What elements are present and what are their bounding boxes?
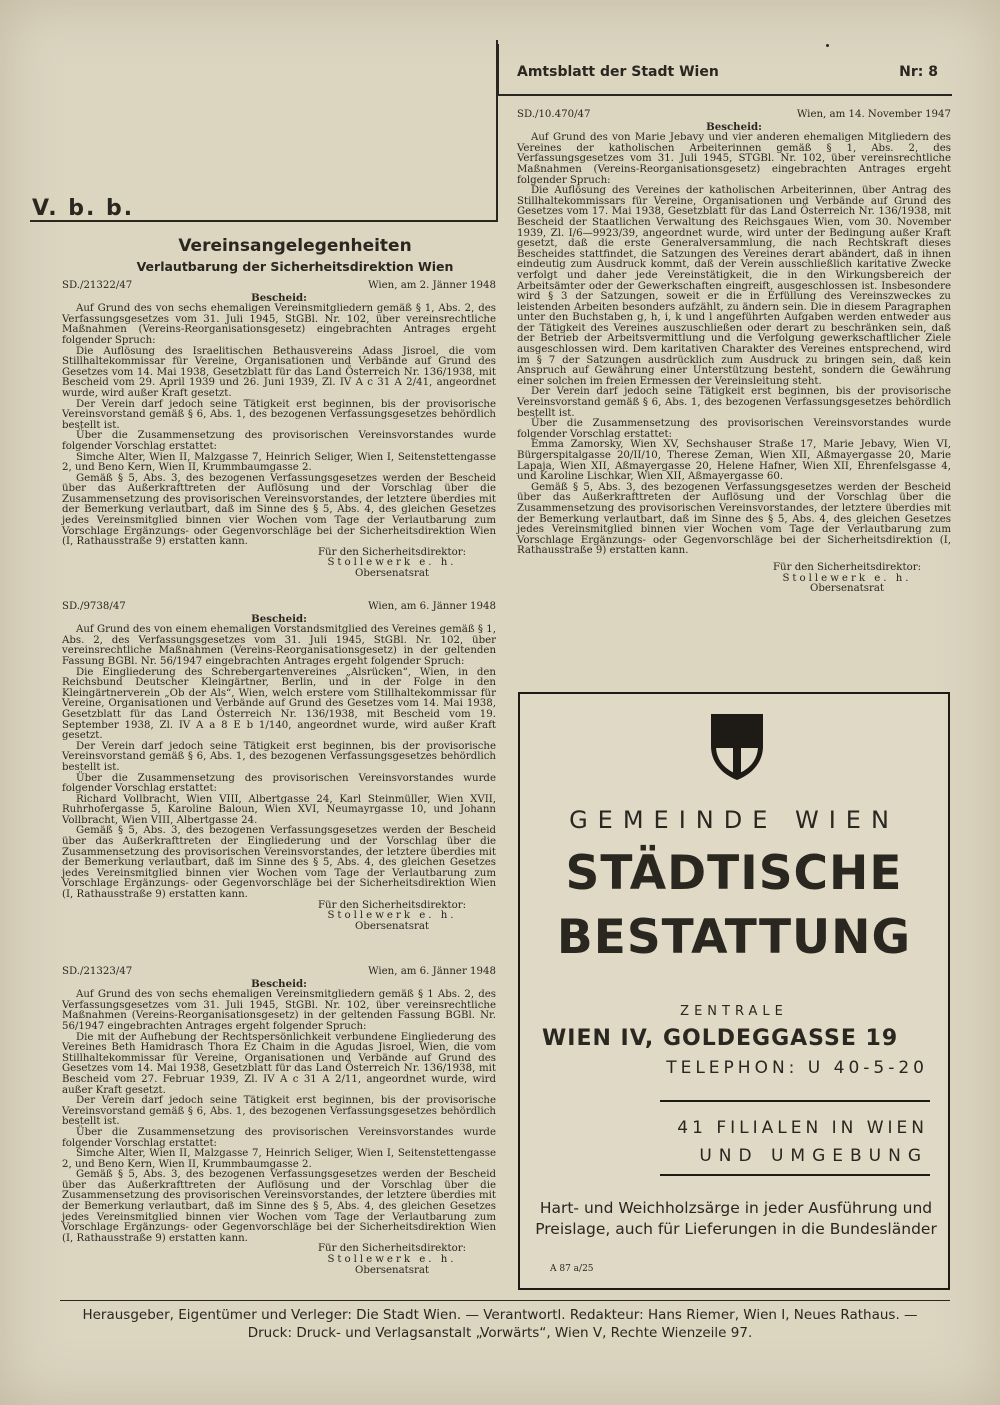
ad-divider <box>660 1174 930 1176</box>
ad-code: A 87 a/25 <box>550 1264 594 1274</box>
notice-ref: SD./21323/47 <box>62 966 133 977</box>
notice-date: Wien, am 14. November 1947 <box>796 109 951 120</box>
notice-paragraph: Die Auflösung des Vereines der katholischen Arbeiterinnen, über Antrag des Stillhaltekommissars für Vereine, Organisationen und Verbände auf Grund des Gesetzes vom 17. Mai 1938, Gesetzblatt für das Land Österreich Nr. 136/1938, mit Bescheid der Staatlichen Verwaltung des Reichsgaues Wien, vom 30. November 1939, Zl. I/6—9923/39, angeordnet wurde, wird unter der Bedingung außer Kraft gesetzt, daß die erste Generalversammlung, die nach Rechtskraft dieses Bescheides stattfindet, die Satzungen des Vereines derart abändert, daß in ihnen eindeutig zum Ausdruck kommt, daß der Verein ausschließlich karitative Zwecke verfolgt und daher jede Vereinstätigkeit, die in den Wirkungsbereich der Arbeitsämter oder der Gewerkschaften eingreift, ausgeschlossen ist. Insbesondere wird § 3 der Satzungen, soweit er die in Erfüllung des Vereinszweckes zu leistenden Arbeiten besonders aufzählt, zu ändern sein. Die in diesem Paragraphen unter den Buchstaben g, h, i, k und l angeführten Aufgaben werden entweder aus der Tätigkeit des Vereines auszuschließen oder derart zu beschränken sein, daß der Betrieb der Arbeitsvermittlung und die Verfolgung gewerkschaftlicher Ziele ausgeschlossen wird. Dem karitativen Charakter des Vereines entsprechend, wird im § 7 der Satzungen ausdrücklich zum Ausdruck zu bringen sein, daß kein Anspruch auf Gewährung einer Unterstützung besteht, sondern die Gewährung einer solchen im freien Ermessen der Vereinsleitung steht. <box>517 185 951 387</box>
signature-block <box>292 548 492 580</box>
signature-for: Für den Sicherheitsdirektor: <box>772 561 922 573</box>
notice-paragraph: Auf Grund des von sechs ehemaligen Vereinsmitgliedern gemäß § 1, Abs. 2, des Verfassungsgesetzes vom 31. Juli 1945, StGBl. Nr. 102, über vereinsrechtliche Maßnahmen (Vereins-Reorganisationsgesetz) eingebrachten Antrages ergeht folgender Spruch: <box>62 303 496 346</box>
notice-paragraph: Über die Zusammensetzung des provisorischen Vereinsvorstandes wurde folgender Vorschlag erstattet: <box>62 772 496 795</box>
notice-heading: Bescheid: <box>251 977 307 990</box>
ad-divider <box>660 1100 930 1102</box>
notice-paragraph: Emma Zamorsky, Wien XV, Sechshauser Straße 17, Marie Jebavy, Wien VI, Bürgerspitalgasse 20/II/10, Therese Zeman, Wien XII, Aßmayergasse 20, Marie Lapaja, Wien XII, Aßmayergasse 20, Helene Hafner, Wien XII, Ehrenfelsgasse 4, und Karoline Lischkar, Wien XII, Aßmayergasse 60. <box>517 439 951 483</box>
signature-block <box>292 1244 492 1276</box>
ink-dot <box>826 44 829 47</box>
ad-telephone: TELEPHON: U 40-5-20 <box>666 1058 928 1078</box>
signature-title: Obersenatsrat <box>354 920 430 932</box>
notice-paragraph: Der Verein darf jedoch seine Tätigkeit erst beginnen, bis der provisorische Vereinsvorstand gemäß § 6, Abs. 1, des bezogenen Verfassungsgesetzes behördlich bestellt ist. <box>62 740 496 773</box>
ad-branches-2: UND UMGEBUNG <box>699 1146 928 1166</box>
notice-heading: Bescheid: <box>251 291 307 304</box>
signature-name: Stollewerk e. h. <box>327 910 457 922</box>
ad-address: WIEN IV, GOLDEGGASSE 19 <box>542 1026 899 1051</box>
notice-paragraph: Gemäß § 5, Abs. 3, des bezogenen Verfassungsgesetzes werden der Bescheid über das Außerkrafttreten der Auflösung und der Vorschlag über die Zusammensetzung des provisorischen Vereinsvorstandes, der letztere überdies mit der Bemerkung verlautbart, daß im Sinne des § 5, Abs. 4, des gleichen Gesetzes jedes Vereinsmitglied binnen vier Wochen vom Tage der Verlautbarung zum Vorschlage Ergänzungs- oder Gegenvorschläge bei der Sicherheitsdirektion Wien (I, Rathausstraße 9) erstatten kann. <box>62 1169 496 1244</box>
notice-3 <box>62 967 496 1276</box>
notice-paragraph: Die Auflösung des Israelitischen Bethausvereins Adass Jisroel, die vom Stillhaltekommissar für Vereine, Organisationen und Verbände auf Grund des Gesetzes vom 14. Mai 1938, Gesetzblatt für das Land Österreich Nr. 136/1938, mit Bescheid vom 29. April 1939 und 26. Juni 1939, Zl. IV A c 31 A 2/41, angeordnet wurde, wird außer Kraft gesetzt. <box>62 345 496 399</box>
signature-for: Für den Sicherheitsdirektor: <box>317 1243 467 1255</box>
notice-1 <box>62 281 496 580</box>
notice-heading: Bescheid: <box>706 120 762 133</box>
notice-paragraph: Gemäß § 5, Abs. 3, des bezogenen Verfassungsgesetzes werden der Bescheid über das Außerkrafttreten der Auflösung und der Vorschlag über die Zusammensetzung des provisorischen Vereinsvorstandes, der letztere überdies mit der Bemerkung verlautbart, daß im Sinne des § 5, Abs. 4, des gleichen Gesetzes jedes Vereinsmitglied binnen vier Wochen vom Tage der Verlautbarung zum Vorschlage Ergänzungs- oder Gegenvorschläge bei der Sicherheitsdirektion Wien (I, Rathausstraße 9) erstatten kann. <box>62 472 496 548</box>
section-title: Vereinsangelegenheiten <box>178 236 412 256</box>
signature-block <box>292 901 492 933</box>
notice-paragraph: Der Verein darf jedoch seine Tätigkeit erst beginnen, bis der provisorische Vereinsvorstand gemäß § 6, Abs. 1, des bezogenen Verfassungsgesetzes behördlich bestellt ist. <box>517 386 951 419</box>
signature-title: Obersenatsrat <box>354 568 430 580</box>
signature-name: Stollewerk e. h. <box>327 557 457 569</box>
postage-label: V. b. b. <box>32 196 135 221</box>
notice-date: Wien, am 6. Jänner 1948 <box>368 601 496 612</box>
notice-paragraph: Der Verein darf jedoch seine Tätigkeit erst beginnen, bis der provisorische Vereinsvorstand gemäß § 6, Abs. 1, des bezogenen Verfassungsgesetzes behördlich bestellt ist. <box>62 1095 496 1128</box>
notice-paragraph: Auf Grund des von sechs ehemaligen Vereinsmitgliedern gemäß § 1 Abs. 2, des Verfassungsgesetzes vom 31. Juli 1945, StGBl. Nr. 102, über vereinsrechtliche Maßnahmen (Vereins-Reorganisationsgesetz) in der geltenden Fassung BGBl. Nr. 56/1947 eingebrachten Antrages ergeht folgender Spruch: <box>62 989 496 1032</box>
imprint-line-1: Herausgeber, Eigentümer und Verleger: Die Stadt Wien. — Verantwortl. Redakteur: Hans Riemer, Wien I, Neues Rathaus. — <box>82 1307 918 1323</box>
signature-name: Stollewerk e. h. <box>327 1254 457 1266</box>
section-subtitle: Verlautbarung der Sicherheitsdirektion Wien <box>136 259 454 274</box>
notice-paragraph: Über die Zusammensetzung des provisorischen Vereinsvorstandes wurde folgender Vorschlag erstattet: <box>62 1126 496 1149</box>
issue-number: Nr: 8 <box>899 64 938 80</box>
notice-paragraph: Simche Alter, Wien II, Malzgasse 7, Heinrich Seliger, Wien I, Seitenstettengasse 2, und Beno Kern, Wien II, Krummbaumgasse 2. <box>62 451 496 474</box>
footer-divider <box>60 1300 950 1301</box>
notice-paragraph: Auf Grund des von Marie Jebavy und vier anderen ehemaligen Mitgliedern des Vereines der katholischen Arbeiterinnen gemäß § 1, Abs. 2, des Verfassungsgesetzes vom 31. Juli 1945, STGBl. Nr. 102, über vereinsrechtliche Maßnahmen (Vereins-Reorganisationsgesetz) eingebrachten Antrages ergeht folgender Spruch: <box>517 132 951 186</box>
notice-date: Wien, am 6. Jänner 1948 <box>368 966 496 977</box>
notice-paragraph: Gemäß § 5, Abs. 3, des bezogenen Verfassungsgesetzes werden der Bescheid über das Außerkrafttreten der Eingliederung und der Vorschlag über die Zusammensetzung des provisorischen Vereinsvorstandes, der letztere überdies mit der Bemerkung verlautbart, daß im Sinne des § 5, Abs. 4, des gleichen Gesetzes jedes Vereinsmitglied binnen vier Wochen vom Tage der Verlautbarung zum Vorschlage Ergänzungs- oder Gegenvorschläge bei der Sicherheitsdirektion Wien (I, Rathausstraße 9) erstatten kann. <box>62 825 496 901</box>
notice-paragraph: Der Verein darf jedoch seine Tätigkeit erst beginnen, bis der provisorische Vereinsvorstand gemäß § 6, Abs. 1, des bezogenen Verfassungsgesetzes behördlich bestellt ist. <box>62 398 496 431</box>
signature-title: Obersenatsrat <box>354 1264 430 1276</box>
header-rule-vertical <box>497 44 499 96</box>
publication-title: Amtsblatt der Stadt Wien <box>517 64 719 80</box>
notice-ref: SD./10.470/47 <box>517 109 591 120</box>
ad-municipality: GEMEINDE WIEN <box>569 806 899 834</box>
notice-paragraph: Simche Alter, Wien II, Malzgasse 7, Heinrich Seliger, Wien I, Seitenstettengasse 2, und Beno Kern, Wien II, Krummbaumgasse 2. <box>62 1148 496 1170</box>
ad-branches-1: 41 FILIALEN IN WIEN <box>677 1118 928 1138</box>
ad-headline-1: STÄDTISCHE <box>565 846 903 901</box>
notice-paragraph: Über die Zusammensetzung des provisorischen Vereinsvorstandes wurde folgender Vorschlag erstattet: <box>517 418 951 440</box>
vienna-coat-of-arms-icon <box>708 712 766 782</box>
signature-title: Obersenatsrat <box>809 583 885 595</box>
notice-paragraph: Die Eingliederung des Schrebergartenvereines „Alsrücken“, Wien, in den Reichsbund Deutscher Kleingärtner, Berlin, und in der Folge in den Kleingärtnerverein „Ob der Als“, Wien, welch erstere vom Stillhaltekommissar für Vereine, Organisationen und Verbände auf Grund des Gesetzes vom 14. Mai 1938, Gesetzblatt für das Land Österreich Nr. 136/1938, mit Bescheid vom 19. September 1938, Zl. IV A a 8 E b 1/140, angeordnet wurde, wird außer Kraft gesetzt. <box>62 666 496 742</box>
signature-for: Für den Sicherheitsdirektor: <box>317 899 467 911</box>
signature-for: Für den Sicherheitsdirektor: <box>317 546 467 558</box>
notice-paragraph: Gemäß § 5, Abs. 3, des bezogenen Verfassungsgesetzes werden der Bescheid über das Außerkrafttreten der Auflösung und der Vorschlag über die Zusammensetzung des provisorischen Vereinsvorstandes, der letztere überdies mit der Bemerkung verlautbart, daß im Sinne des § 5, Abs. 4, des gleichen Gesetzes jedes Vereinsmitglied binnen vier Wochen vom Tage der Verlautbarung zum Vorschlage Ergänzungs- oder Gegenvorschläge bei der Sicherheitsdirektion (I, Rathausstraße 9) erstatten kann. <box>517 481 951 557</box>
funeral-advertisement <box>518 692 950 1290</box>
notice-2 <box>62 602 496 932</box>
imprint-line-2: Druck: Druck- und Verlagsanstalt „Vorwärts“, Wien V, Rechte Wienzeile 97. <box>247 1325 753 1341</box>
notice-paragraph: Die mit der Aufhebung der Rechtspersönlichkeit verbundene Eingliederung des Vereines Beth Hamidrasch Thora Ez Chaim in die Agudas Jisroel, Wien, die vom Stillhaltekommissar für Vereine, Organisationen und Verbände auf Grund des Gesetzes vom 14. Mai 1938, Gesetzblatt für das Land Österreich Nr. 136/1938, mit Bescheid vom 27. Februar 1939, Zl. IV A c 31 A 2/11, angeordnet wurde, wird außer Kraft gesetzt. <box>62 1031 496 1096</box>
notice-paragraph: Richard Vollbracht, Wien VIII, Albertgasse 24, Karl Steinmüller, Wien XVII, Ruhrhofergasse 5, Karoline Baloun, Wien XVI, Neumayrgasse 10, und Johann Vollbracht, Wien VIII, Albertgasse 24. <box>62 793 496 826</box>
left-top-frame <box>30 40 498 222</box>
imprint-footer <box>40 1306 960 1342</box>
ad-description: Hart- und Weichholzsärge in jeder Ausführung und Preislage, auch für Lieferungen in die Bundesländer <box>535 1199 937 1238</box>
notice-right <box>517 110 951 595</box>
signature-block <box>747 563 947 595</box>
notice-paragraph: Auf Grund des von einem ehemaligen Vorstandsmitglied des Vereines gemäß § 1, Abs. 2, des Verfassungsgesetzes vom 31. Juli 1945, StGBl. Nr. 102, über vereinsrechtliche Maßnahmen (Vereins-Reorganisationsgesetz) in der geltenden Fassung BGBl. Nr. 56/1947 eingebrachten Antrages ergeht folgender Spruch: <box>62 624 496 667</box>
notice-date: Wien, am 2. Jänner 1948 <box>368 280 496 291</box>
ad-zentrale: ZENTRALE <box>680 1004 788 1019</box>
notice-ref: SD./21322/47 <box>62 280 133 291</box>
signature-name: Stollewerk e. h. <box>782 572 912 584</box>
notice-ref: SD./9738/47 <box>62 601 126 612</box>
notice-heading: Bescheid: <box>251 612 307 625</box>
ad-headline-2: BESTATTUNG <box>556 910 912 965</box>
notice-paragraph: Über die Zusammensetzung des provisorischen Vereinsvorstandes wurde folgender Vorschlag erstattet: <box>62 430 496 452</box>
header-rule-horizontal <box>497 94 952 96</box>
